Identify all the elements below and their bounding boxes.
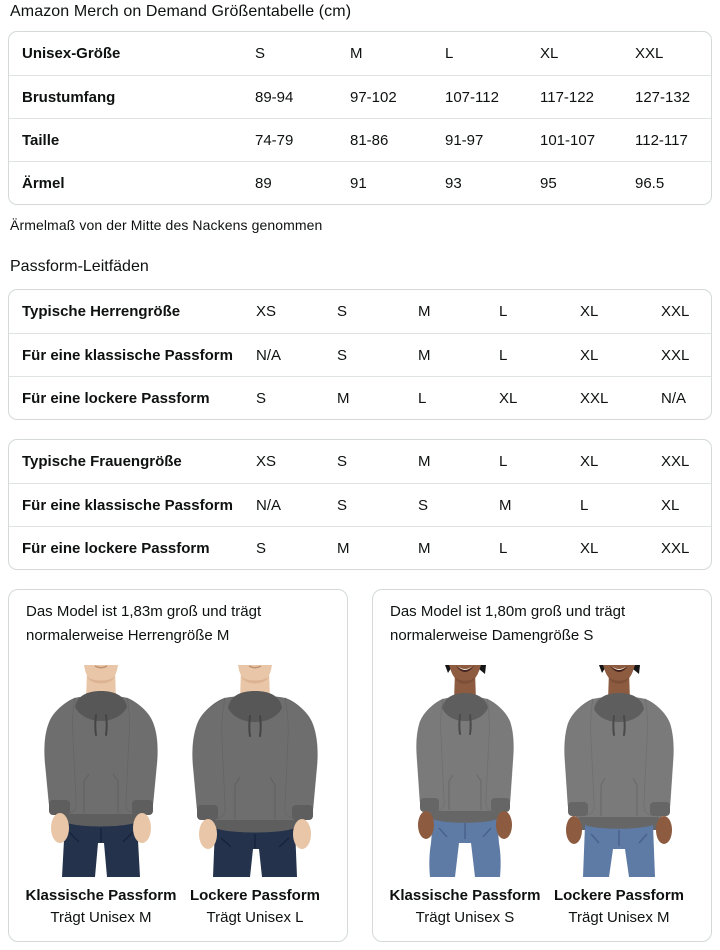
- fit-type-label: Klassische Passform: [389, 887, 541, 904]
- size-cell: S: [256, 539, 267, 557]
- waist-row: [9, 118, 711, 161]
- measurement-cell: 107-112: [445, 88, 499, 106]
- figures-row: [24, 665, 332, 929]
- size-cell: M: [337, 389, 350, 407]
- female-classic-fit-figure: [388, 665, 542, 929]
- size-cell: M: [337, 539, 350, 557]
- female-model-classic-fit-photo: [389, 665, 541, 877]
- model-description: Das Model ist 1,80m groß und trägt normalerweise Damengröße S: [390, 603, 626, 644]
- chest-row: [9, 75, 711, 118]
- measurement-cell: 97-102: [350, 88, 397, 106]
- fit-guides-heading: Passform-Leitfäden: [10, 258, 149, 275]
- size-cell: N/A: [256, 346, 282, 364]
- size-cell: XL: [540, 45, 559, 62]
- measurement-cell: 81-86: [350, 131, 389, 149]
- size-cell: L: [499, 303, 508, 320]
- womens-fit-table: [8, 439, 712, 570]
- size-cell: S: [337, 496, 348, 514]
- female-model-card: [372, 589, 712, 942]
- measurement-cell: 101-107: [540, 131, 596, 149]
- size-cell: N/A: [661, 389, 687, 407]
- size-cell: L: [499, 539, 508, 557]
- size-cell: N/A: [256, 496, 282, 514]
- measurement-cell: 95: [540, 174, 557, 192]
- measurement-cell: 89-94: [255, 88, 294, 106]
- measurement-cell: 91-97: [445, 131, 484, 149]
- size-cell: XXL: [580, 389, 609, 407]
- row-label: Für eine lockere Passform: [22, 389, 210, 407]
- size-cell: S: [255, 45, 266, 62]
- size-cell: XXL: [661, 539, 690, 557]
- size-cell: XL: [580, 453, 599, 470]
- size-cell: M: [418, 453, 431, 470]
- size-cell: S: [337, 346, 348, 364]
- size-cell: L: [580, 496, 589, 514]
- row-label: Brustumfang: [22, 88, 116, 106]
- model-cards-row: [8, 589, 712, 942]
- model-description: Das Model ist 1,83m groß und trägt normalerweise Herrengröße M: [26, 603, 262, 644]
- size-chart-title: Amazon Merch on Demand Größentabelle (cm): [10, 3, 352, 20]
- size-cell: XXL: [661, 303, 690, 320]
- row-label: Typische Herrengröße: [22, 303, 181, 320]
- table-row: [9, 290, 711, 333]
- size-cell: XL: [661, 496, 680, 514]
- sleeve-row: [9, 161, 711, 204]
- size-cell: M: [418, 303, 431, 320]
- size-cell: XXL: [661, 346, 690, 364]
- size-cell: S: [337, 453, 348, 470]
- measurement-cell: 127-132: [635, 88, 691, 106]
- size-cell: XXL: [661, 453, 690, 470]
- worn-size-label: Trägt Unisex S: [415, 909, 515, 926]
- row-label: Typische Frauengröße: [22, 453, 182, 470]
- table-row: [9, 526, 711, 569]
- size-cell: XL: [580, 303, 599, 320]
- size-table: [8, 31, 712, 205]
- worn-size-label: Trägt Unisex M: [50, 909, 152, 926]
- row-label: Taille: [22, 131, 60, 149]
- size-table-header-row: [9, 32, 711, 75]
- fit-type-label: Lockere Passform: [553, 887, 685, 904]
- worn-size-label: Trägt Unisex L: [206, 909, 304, 926]
- table-row: [9, 376, 711, 419]
- size-cell: S: [337, 303, 348, 320]
- measurement-cell: 89: [255, 174, 272, 192]
- measurement-cell: 117-122: [540, 88, 594, 106]
- size-cell: M: [350, 45, 363, 62]
- mens-fit-table: [8, 289, 712, 420]
- measurement-cell: 112-117: [635, 131, 688, 149]
- size-cell: XL: [580, 346, 599, 364]
- size-cell: M: [499, 496, 512, 514]
- row-label: Für eine klassische Passform: [22, 346, 233, 364]
- size-cell: XL: [580, 539, 599, 557]
- male-model-loose-fit-photo: [179, 665, 331, 877]
- size-cell: S: [418, 496, 429, 514]
- table-row: [9, 333, 711, 376]
- size-cell: L: [445, 45, 454, 62]
- size-cell: XS: [256, 453, 277, 470]
- size-cell: XS: [256, 303, 277, 320]
- fit-type-label: Lockere Passform: [189, 887, 321, 904]
- male-classic-fit-figure: [24, 665, 178, 929]
- sleeve-measurement-note: Ärmelmaß von der Mitte des Nackens genommen: [10, 217, 323, 233]
- row-label: Unisex-Größe: [22, 45, 121, 62]
- table-row: [9, 440, 711, 483]
- row-label: Für eine lockere Passform: [22, 539, 210, 557]
- size-cell: L: [418, 389, 427, 407]
- size-cell: M: [418, 539, 431, 557]
- measurement-cell: 93: [445, 174, 462, 192]
- size-cell: XL: [499, 389, 518, 407]
- size-cell: M: [418, 346, 431, 364]
- measurement-cell: 96.5: [635, 174, 665, 192]
- fit-type-label: Klassische Passform: [25, 887, 177, 904]
- female-loose-fit-figure: [542, 665, 696, 929]
- measurement-cell: 74-79: [255, 131, 294, 149]
- male-model-classic-fit-photo: [25, 665, 177, 877]
- size-cell: XXL: [635, 45, 664, 62]
- size-cell: L: [499, 346, 508, 364]
- row-label: Ärmel: [22, 174, 65, 192]
- measurement-cell: 91: [350, 174, 367, 192]
- male-loose-fit-figure: [178, 665, 332, 929]
- male-model-card: [8, 589, 348, 942]
- figures-row: [388, 665, 696, 929]
- size-cell: L: [499, 453, 508, 470]
- row-label: Für eine klassische Passform: [22, 496, 233, 514]
- female-model-loose-fit-photo: [543, 665, 695, 877]
- size-cell: S: [256, 389, 267, 407]
- table-row: [9, 483, 711, 526]
- worn-size-label: Trägt Unisex M: [568, 909, 670, 926]
